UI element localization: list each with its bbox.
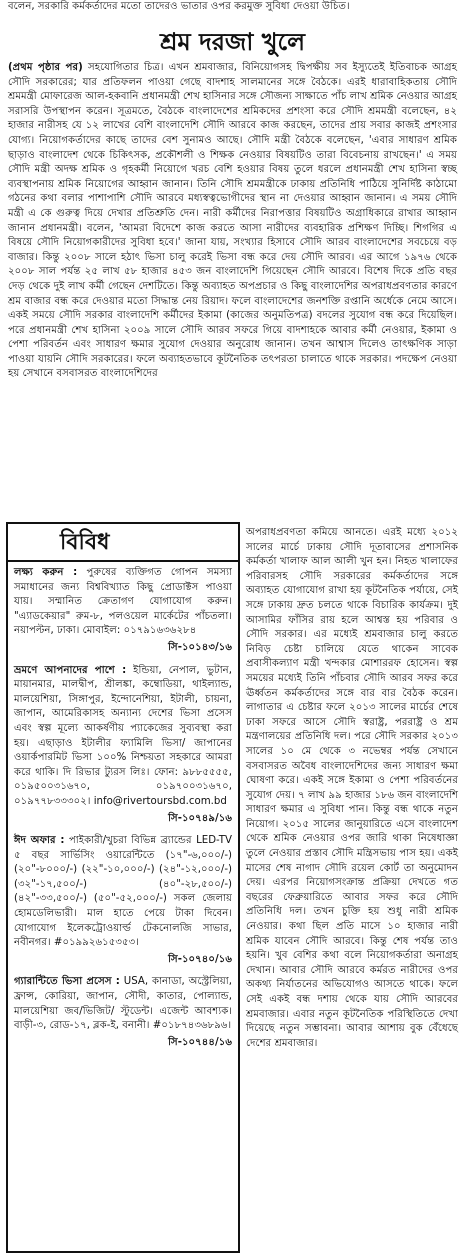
ad-reference: সি-১০৭৪৪/১৬	[168, 1036, 232, 1048]
ad-keyword: গ্যারান্টিতে ভিসা প্রসেস :	[14, 976, 120, 988]
ad-text: USA, কানাডা, অস্ট্রেলিয়া, ফ্রান্স, কোরিয়া, জাপান, সৌদী, কাতার, পোল্যান্ড, মালয়েশিয়া জব/ভিজিট/ স্টুডেন্ট। এজেন্ট আবশ্যক। বাড়ী-৩, রোড-১৭, ব্লক-ই, বনানী। #০১৮৭৪৩৬৮৯৬।	[14, 976, 232, 1032]
ad-keyword: লক্ষ্য করুন :	[14, 567, 78, 578]
classified-ad-2	[14, 664, 232, 827]
classified-ad-4	[14, 975, 232, 1050]
classified-box	[6, 522, 240, 1253]
article-body-bottom: অপরাধপ্রবণতা কমিয়ে আনতে। এরই মধ্যে ২০১২ সালের মার্চে ঢাকায় সৌদি দূতাবাসের প্রশাসনিক কর্মকর্তা খালাফ আল আলী খুন হন। নিহত খালাফের পরিবারসহ সৌদি সরকারের কর্মকর্তাদের সঙ্গে অব্যাহত যোগাযোগ রাখা হয় কূটনৈতিক পর্যায়ে, সেই সঙ্গে ঢাকায় দ্রুত চলতে থাকে বিচারিক কার্যক্রম। দুই আসামির ফাঁসির রায় হলে আশ্বস্ত হয় পরিবার ও সৌদি সরকার। এর মধ্যেই শ্রমবাজার চালু করতে নিবিড় চেষ্টা চালিয়ে যেতে থাকেন সাবেক প্রবাসীকল্যাণ মন্ত্রী খন্দকার মোশাররফ হোসেন। স্বল্প সময়ের মধ্যেই তিনি পাঁচবার সৌদি আরব সফর করে ঊর্ধ্বতন কর্মকর্তাদের সঙ্গে বার বার বৈঠক করেন। লাগাতার এ চেষ্টার ফলে ২০১৩ সালের মার্চের শেষে ঢাকা সফরে আসে সৌদি স্বরাষ্ট্র, পররাষ্ট্র ও শ্রম মন্ত্রণালয়ের প্রতিনিধি দল। পরে সৌদি সরকার ২০১৩ সালের ১০ মে থেকে ৩ নভেম্বর পর্যন্ত সেখানে বসবাসরত অবৈধ বাংলাদেশিদের জন্য সাধারণ ক্ষমা ঘোষণা করে। একই সঙ্গে ইকামা ও পেশা পরিবর্তনের সুযোগ দেয়। ৭ লাখ ৯৯ হাজার ১৮৬ জন বাংলাদেশি সাধারণ ক্ষমার এ সুবিধা পান। কিন্তু বন্ধ থাকে নতুন নিয়োগ। ২০১৫ সালের জানুয়ারিতে এসে বাংলাদেশ থেকে শ্রমিক নেওয়ার ওপর জারি থাকা নিষেধাজ্ঞা তুলে নেওয়ার প্রস্তাব সৌদি মন্ত্রিসভায় পাস হয়। একই মাসের শেষ নাগাদ সৌদি রয়েল কোর্ট তা অনুমোদন দেয়। এরপর নিয়োগসংক্রান্ত প্রক্রিয়া দেখতে গত বছরের ফেব্রুয়ারিতে আবার সফর করে সৌদি প্রতিনিধি দল। তখন চুক্তি হয় শুধু নারী শ্রমিক নেওয়ার। কথা ছিল প্রতি মাসে ১০ হাজার নারী শ্রমিক যাবেন সৌদি আরবে। কিন্তু শেষ পর্যন্ত তাও হয়নি। খুব বেশির কথা বলে নিয়োগকর্তারা অনাগ্রহ দেখান। আবার সৌদি আরবে কর্মরত নারীদের ওপর অকথ্য নির্যাতনের অভিযোগও আসতে থাকে। ফলে সেই একই বন্ধ দশায় থেকে যায় সৌদি আরবের শ্রমবাজার। এবার নতুন কূটনৈতিক পরিস্থিতিতে দেখা দিয়েছে নতুন সম্ভাবনা। আবার আশায় বুক বেঁধেছে দেশের শ্রমবাজার।	[246, 527, 458, 1049]
article-body-top	[8, 61, 457, 382]
lead-paragraph: বলেন, সরকারি কর্মকর্তাদের মতো তাদেরও ভাতার ওপর করমুক্ত সুবিধা দেওয়া উচিত।	[8, 1, 350, 12]
ad-text: ইন্ডিয়া, নেপাল, ভুটান, মায়ানমার, মালদ্বীপ, শ্রীলঙ্কা, কম্বোডিয়া, থাইল্যান্ড, মালয়েশিয়া, সিঙ্গাপুর, ইন্দোনেশিয়া, ইটালী, চায়না, জাপান, আমেরিকাসহ অন্যান্য দেশের ভিসা প্রসেস এবং স্বল্প মূল্যে আকর্ষণীয় প্যাকেজের সুব্যবস্থা করা হয়। এছাড়াও ইটালীর ফ্যামিলি ভিসা/ জাপানের ওয়ার্কপারমিট ভিসা ১০০% নিশ্চয়তা সহকারে আমরা করে থাকি। দি রিভার ট্যুরস লিঃ। ফোন: ৯৮৮৫৫৫৫, ০১৯৫০০৩১৬৭০, ০১৯৭০০৩১৬৭০, ০১৯৭৭৮৩৩৩০২। info@rivertoursbd.com.bd	[14, 664, 232, 807]
continued-from-label: (প্রথম পৃষ্ঠার পর)	[8, 62, 83, 73]
ad-text: পুরুষের ব্যক্তিগত গোপন সমস্যা সমাধানের জন্য বিশ্ববিখ্যাত কিছু প্রোডাক্টস পাওয়া যায়। সম্মানিত ক্রেতাগণ যোগাযোগ করুন। "এ্যাডকেয়ার" রুম-৮, পলওয়েল মার্কেটের পাঁচতলা। নয়াপল্টন, ঢাকা। মোবাইল: ০১৭৯১৬৩৬২৮৪	[14, 567, 232, 637]
ad-text: পাইকারী/খুচরা বিভিন্ন ব্র্যান্ডের LED-TV ৫ বছর সার্ভিসিং ওয়ারেন্টিতে (১৭"-৬,০০০/-) (২০"-৮০০০/-) (২২"-১০,০০০/-) (২৪"-১২,০০০/-) (৩২"-১৭,৫০০/-) (৪০"-২৮,৫০০/-) (৪২"-৩৩,৫০০/-) (৫০"-৫২,০০০/-) সকল জেলায় হোমডেলিভারী। মাল হাতে পেয়ে টাকা দিবেন। যোগাযোগ ইলেকট্রোওয়ার্ল্ড টেকনোলজি সাভার, নবীনগর। #০১৯৯২৬১৫৩৫৩।	[14, 835, 232, 949]
headline: শ্রম দরজা খুলে	[159, 27, 305, 56]
classified-ad-3	[14, 834, 232, 967]
ad-keyword: ঈদ অফার :	[14, 835, 65, 847]
ad-keyword: ভ্রমণে আপনাদের পাশে :	[14, 664, 127, 676]
ad-reference: সি-১০৭৪০/১৬	[168, 953, 232, 965]
classified-ad-1	[14, 566, 232, 656]
classified-heading: বিবিধ	[8, 524, 238, 562]
ad-reference: সি-১০৭৪৯/১৬	[168, 812, 232, 824]
ad-reference: সি-১০১৪৩/১৬	[168, 641, 232, 653]
article-text-1: সহযোগিতার চিত্র। এখন শ্রমবাজার, বিনিয়োগসহ দ্বিপক্ষীয় সব ইস্যুতেই ইতিবাচক আগ্রহ সৌদি সরকারের; যার প্রতিফলন পাওয়া গেছে বাদশাহ সালমানের সঙ্গে বৈঠকে। এরই ধারাবাহিকতায় সৌদি শ্রমমন্ত্রী মোফারেজ আল-হকবানি প্রধানমন্ত্রী শেখ হাসিনার সঙ্গে সৌজন্য সাক্ষাতে পাঁচ লাখ শ্রমিক নেওয়ার আগ্রহ সরাসরি উপস্থাপন করেন। সূত্রমতে, বৈঠকে বাংলাদেশের শ্রমিকদের প্রশংসা করে সৌদি শ্রমমন্ত্রী বলেছেন, ৪২ হাজার নারীসহ যে ১২ লাখের বেশি বাংলাদেশি সৌদি আরবে কাজ করছেন, তাদের প্রায় সবার কাজই প্রশংসার যোগ্য। নিয়োগকর্তাদের কাছে তাদের বেশ সুনামও আছে। সৌদি মন্ত্রী বৈঠকে বলেছেন, 'এবার সাধারণ শ্রমিক ছাড়াও বাংলাদেশ থেকে চিকিৎসক, প্রকৌশলী ও শিক্ষক নেওয়ার বিষয়টিও তারা বিবেচনায় রাখছেন।' এ সময় সৌদি মন্ত্রী অদক্ষ শ্রমিক ও গৃহকর্মী নিয়োগে খরচ বেশি হওয়ার বিষয় তুলে ধরলে প্রধানমন্ত্রী শেখ হাসিনা স্বচ্ছ ব্যবস্থাপনায় শ্রমিক নিয়োগের আহ্বান জানান। তিনি সৌদি শ্রমমন্ত্রীকে ঢাকায় প্রতিনিধি পাঠিয়ে সুনির্দিষ্ট কাঠামো গঠনের কথা বলার পাশাপাশি সৌদি আরবে মধ্যস্বত্বভোগীদের স্থান না দেওয়ার আহ্বান জানান। এ সময় সৌদি মন্ত্রী এ কে গুরুত্ব দিয়ে দেখার প্রতিশ্রুতি দেন। নারী কর্মীদের নিরাপত্তার বিষয়টিও অগ্রাধিকারে রাখার আহ্বান জানান প্রধানমন্ত্রী। বলেন, 'আমরা বিদেশে কাজ করতে আসা নারীদের ব্যবহারিক প্রশিক্ষণ দিচ্ছি। শিগগির এ বিষয়ে সৌদি নিয়োগকারীদের সুবিধা হবে।' জানা যায়, সংখ্যার হিসাবে সৌদি আরব বাংলাদেশের সবচেয়ে বড় বাজার। কিন্তু ২০০৮ সালে হঠাৎ ভিসা চালু করেই ভিসা বন্ধ করে দেয় সৌদি আরব। এর আগে ১৯৭৬ থেকে ২০০৮ সাল পর্যন্ত ২৫ লাখ ৫৮ হাজার ৪৫৩ জন বাংলাদেশি গিয়েছেন সৌদি আরবে। বিশেষ দিকে প্রতি বছর দেড় থেকে দুই লাখ কর্মী গেছেন দেশটিতে। কিন্তু অব্যাহত অপপ্রচার ও কিছু বাংলাদেশির অপরাধপ্রবণতার কারণে শ্রম বাজার বন্ধ করে দেওয়ার মতো সিদ্ধান্ত নেয় রিয়াদ। ফলে বাংলাদেশের জনশক্তি রপ্তানি অর্ধেকে নেমে আসে। একই সময়ে সৌদি সরকার বাংলাদেশি কর্মীদের ইকামা (কাজের অনুমতিপত্র) বদলের সুযোগ বন্ধ করে দিয়েছিল। পরে প্রধানমন্ত্রী শেখ হাসিনা ২০০৯ সালে সৌদি আরব সফরে গিয়ে বাদশাহকে আবার কর্মী নেওয়ার, ইকামা ও পেশা পরিবর্তন এবং সাধারণ ক্ষমার সুযোগ দেওয়ার অনুরোধ জানান। তখন আশ্বাস দিলেও তাৎক্ষণিক সাড়া পাওয়া যায়নি সৌদি সরকারের। ফলে অব্যাহতভাবে কূটনৈতিক তৎপরতা চালাতে থাকে সরকার। পদক্ষেপ নেওয়া হয় সেখানে বসবাসরত বাংলাদেশিদের	[8, 62, 457, 380]
